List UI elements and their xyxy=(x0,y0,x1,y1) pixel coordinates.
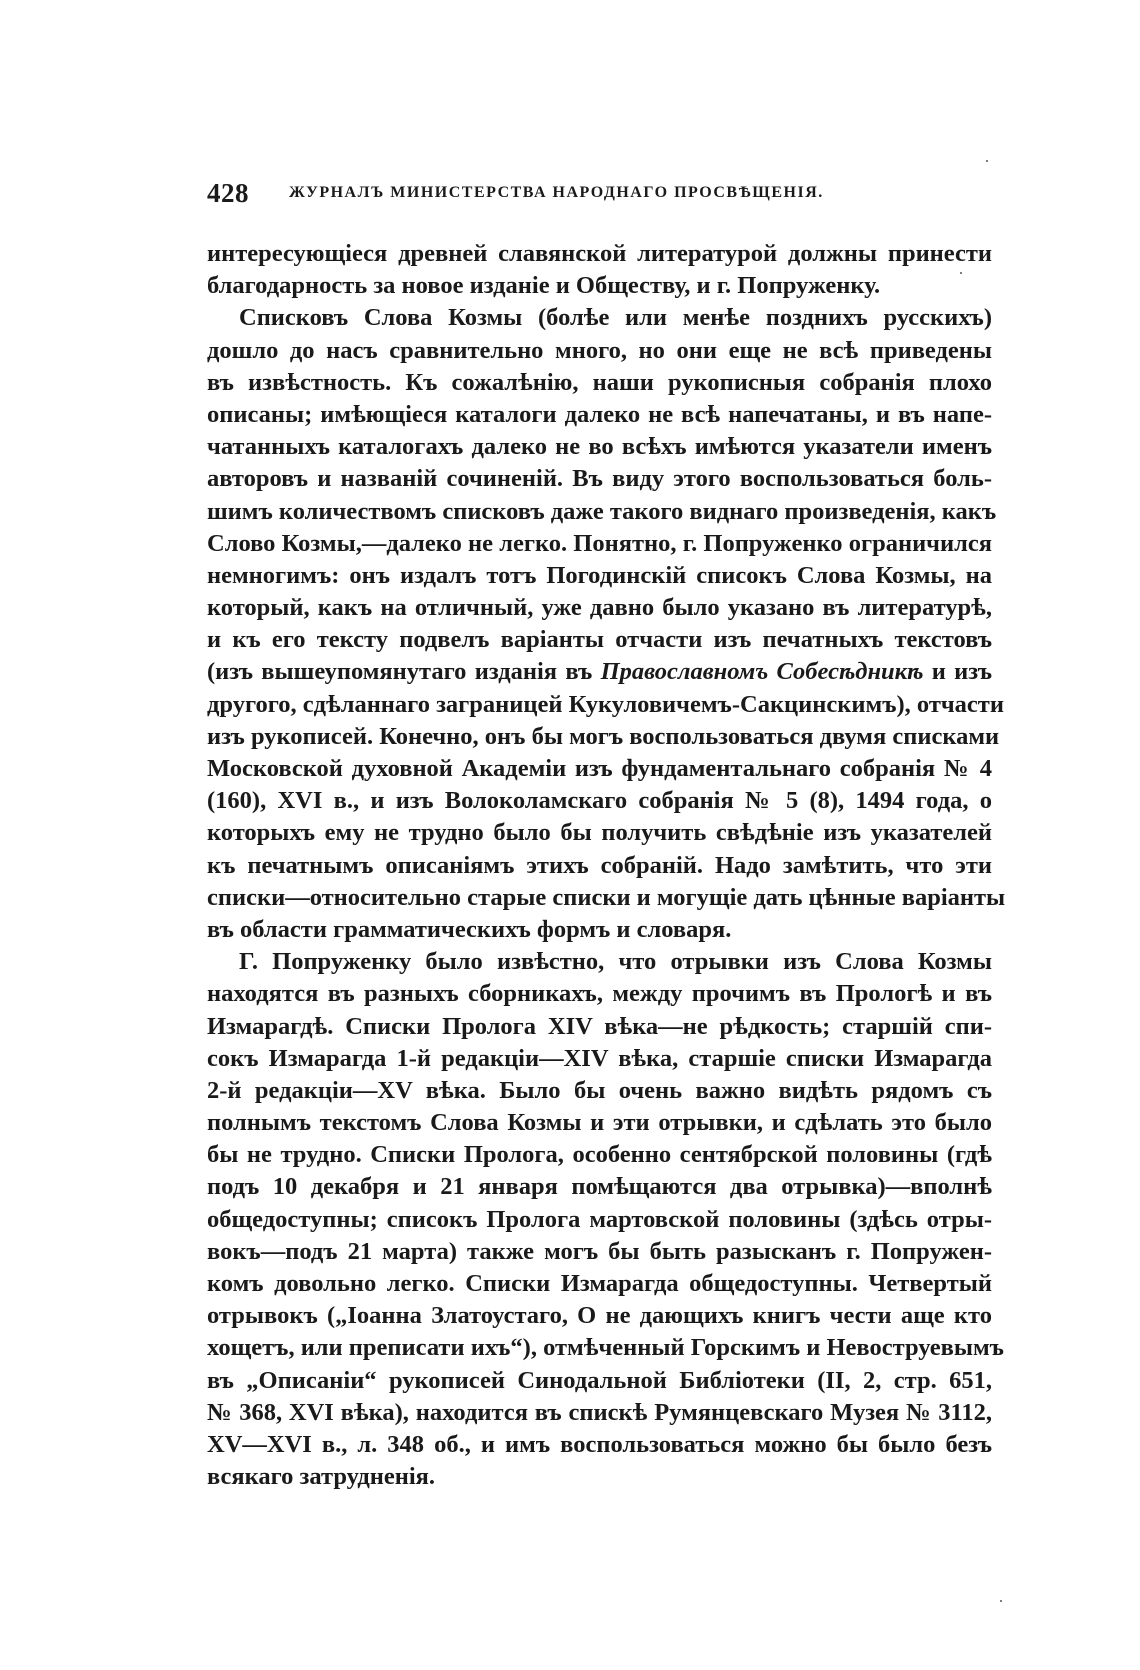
page-number: 428 xyxy=(207,178,249,208)
text-line: въ извѣстность. Къ сожалѣнію, наши рукописныя собранія плохо xyxy=(207,368,992,396)
text-line: другого, сдѣланнаго заграницей Кукуловичемъ-Сакцинскимъ), отчасти xyxy=(207,690,1004,718)
text-line: бы не трудно. Списки Пролога, особенно сентябрской половины (гдѣ xyxy=(207,1141,992,1169)
text-line: полнымъ текстомъ Слова Козмы и эти отрывки, и сдѣлать это было xyxy=(207,1109,992,1137)
scan-speck xyxy=(986,160,988,162)
text-line: чатанныхъ каталогахъ далеко не во всѣхъ имѣются указатели именъ xyxy=(207,433,992,461)
text-line: и къ его тексту подвелъ варіанты отчасти изъ печатныхъ текстовъ xyxy=(207,626,992,654)
text-line: сокъ Измарагда 1-й редакціи—XIV вѣка, старшіе списки Измарагда xyxy=(207,1044,992,1072)
text-line: XV—XVI в., л. 348 об., и имъ воспользоваться можно бы было безъ xyxy=(207,1430,992,1458)
text-line: который, какъ на отличный, уже давно было указано въ литературѣ, xyxy=(207,594,992,622)
text-line: которыхъ ему не трудно было бы получить свѣдѣніе изъ указателей xyxy=(207,819,992,847)
text-line: вокъ—подъ 21 марта) также могъ бы быть разысканъ г. Попружен- xyxy=(207,1237,992,1265)
page-header xyxy=(207,178,994,214)
text-line: интересующіеся древней славянской литературой должны принести xyxy=(207,240,992,267)
text-line: Московской духовной Академіи изъ фундаментальнаго собранія № 4 xyxy=(207,755,992,782)
journal-title-italic: Православномъ Собесѣдникѣ xyxy=(600,658,924,686)
text-line: отрывокъ („Іоанна Златоустаго, О не дающихъ книгъ чести аще кто xyxy=(207,1302,992,1330)
text-line: комъ довольно легко. Списки Измарагда общедоступны. Четвертый xyxy=(207,1270,992,1297)
text-line: Списковъ Слова Козмы (болѣе или менѣе позднихъ русскихъ) xyxy=(239,304,992,332)
text-line: общедоступны; списокъ Пролога мартовской половины (здѣсь отры- xyxy=(207,1205,992,1233)
paragraph-1 xyxy=(207,238,992,302)
text-line: (160), XVI в., и изъ Волоколамскаго собранія № 5 (8), 1494 года, о xyxy=(207,787,992,815)
body-text xyxy=(207,238,1006,1493)
scan-speck xyxy=(960,272,962,274)
text-line: (изъ вышеупомянутаго изданія въ Православномъ Собесѣдникѣ и изъ xyxy=(207,658,992,686)
text-line: описаны; имѣющіеся каталоги далеко не всѣ напечатаны, и въ напе- xyxy=(207,400,992,428)
text-line: дошло до насъ сравнительно много, но они еще не всѣ приведены xyxy=(207,336,992,364)
text-line: къ печатнымъ описаніямъ этихъ собраній. Надо замѣтить, что эти xyxy=(207,851,992,879)
text-line: Г. Попруженку было извѣстно, что отрывки изъ Слова Козмы xyxy=(239,948,992,976)
paragraph-3 xyxy=(207,946,1004,1493)
text-line: 2-й редакціи—XV вѣка. Было бы очень важно видѣть рядомъ съ xyxy=(207,1076,992,1104)
text-line: въ „Описаніи“ рукописей Синодальной Библіотеки (II, 2, стр. 651, xyxy=(207,1366,992,1394)
text-line: Слово Козмы,—далеко не легко. Понятно, г. Попруженко ограничился xyxy=(207,529,992,557)
text-line: въ области грамматическихъ формъ и словаря. xyxy=(207,915,732,943)
running-title: ЖУРНАЛЪ МИНИСТЕРСТВА НАРОДНАГО ПРОСВѢЩЕНІЯ. xyxy=(289,184,824,201)
text-line: шимъ количествомъ списковъ даже такого виднаго произведенія, какъ xyxy=(207,497,997,525)
text-line: авторовъ и названій сочиненій. Въ виду этого воспользоваться боль- xyxy=(207,465,992,493)
text-line: находятся въ разныхъ сборникахъ, между прочимъ въ Прологѣ и въ xyxy=(207,980,992,1008)
text-line: № 368, XVI вѣка), находится въ спискѣ Румянцевскаго Музея № 3112, xyxy=(207,1398,992,1426)
text-line: подъ 10 декабря и 21 января помѣщаются два отрывка)—вполнѣ xyxy=(207,1173,992,1201)
paragraph-2 xyxy=(207,302,1006,946)
text-line: благодарность за новое изданіе и Обществу, и г. Попруженку. xyxy=(207,272,881,300)
text-line: всякаго затрудненія. xyxy=(207,1463,436,1491)
scan-speck xyxy=(1000,1600,1002,1602)
text-line: Измарагдѣ. Списки Пролога XIV вѣка—не рѣдкость; старшій спи- xyxy=(207,1012,992,1040)
text-line: изъ рукописей. Конечно, онъ бы могъ воспользоваться двумя списками xyxy=(207,722,1000,750)
text-line: хощетъ, или преписати ихъ“), отмѣченный Горскимъ и Невоструевымъ xyxy=(207,1334,1004,1362)
text-line: немногимъ: онъ издалъ тотъ Погодинскій списокъ Слова Козмы, на xyxy=(207,561,992,589)
text-line: списки—относительно старые списки и могущіе дать цѣнные варіанты xyxy=(207,883,1006,911)
